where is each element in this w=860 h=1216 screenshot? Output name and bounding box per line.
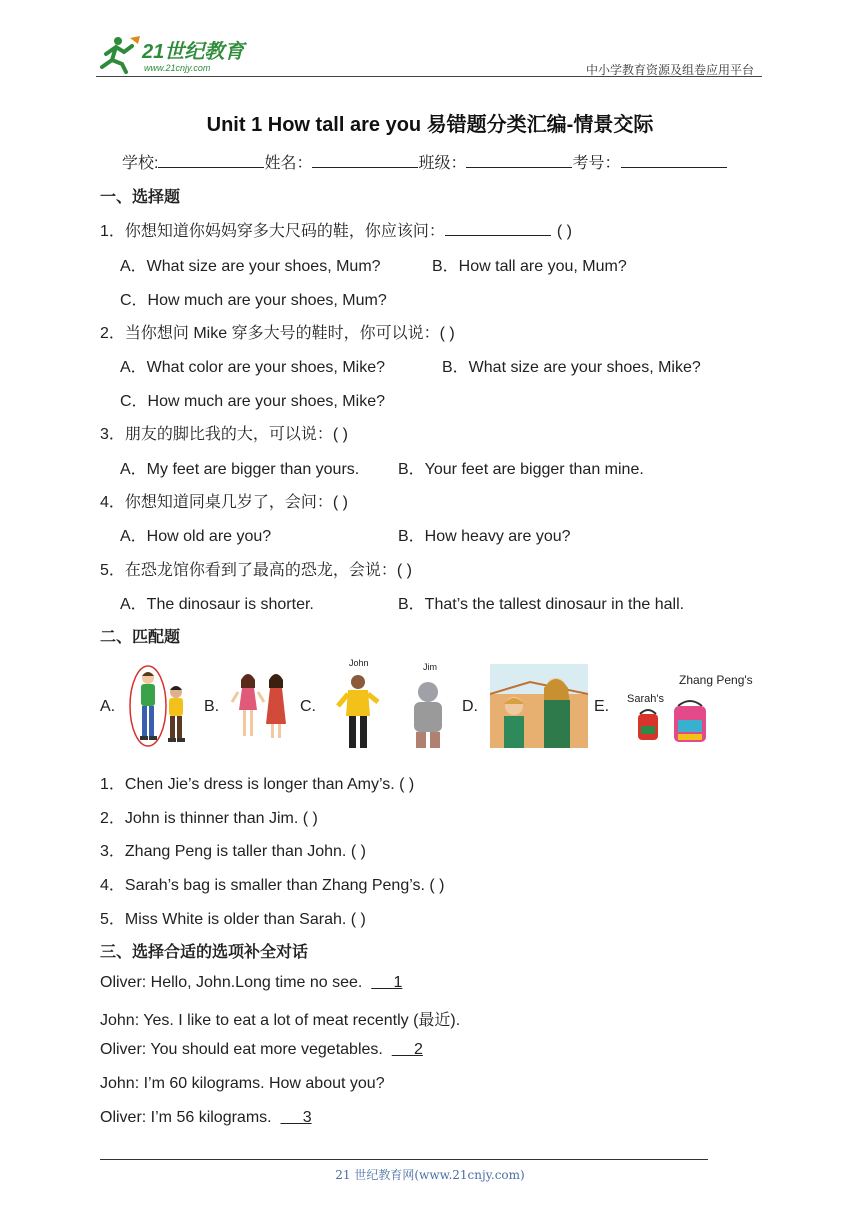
option-1c[interactable]: C．How much are your shoes, Mum? [120,292,387,309]
option-4b[interactable]: B．How heavy are you? [398,528,571,545]
match-sentence-4: 4．Sarah’s bag is smaller than Zhang Peng’s. ( ) [100,877,445,894]
site-logo [96,34,256,76]
name-label: 姓名： [264,155,313,172]
platform-tagline: 中小学教育资源及组卷应用平台 [585,63,754,77]
option-4a[interactable]: A．How old are you? [120,528,272,545]
caption-zhang-peng: Zhang Peng's [679,673,753,687]
section-heading-choice: 一、选择题 [100,189,181,206]
option-5b[interactable]: B．That’s the tallest dinosaur in the hall. [398,596,685,613]
dialogue-blank-3[interactable]: 3 [280,1109,312,1126]
section-heading-dialogue: 三、选择合适的选项补全对话 [100,944,309,961]
exam-number-label: 考号： [572,155,621,172]
question-2: 2．当你想问 Mike 穿多大号的鞋时，你可以说：( ) [100,325,455,342]
caption-sarah: Sarah's [627,693,664,705]
answer-paren: ( ) [556,223,573,240]
caption-john: John [349,658,369,668]
jim-figure [414,682,442,748]
dialogue-text: Oliver: You should eat more vegetables. [100,1041,392,1058]
option-1b[interactable]: B．How tall are you, Mum? [432,258,627,275]
picture-label-e: E. [594,698,610,715]
john-figure [338,675,378,748]
option-2b[interactable]: B．What size are your shoes, Mike? [442,359,701,376]
short-boy-figure [168,686,185,742]
option-1a[interactable]: A．What size are your shoes, Mum? [120,258,381,275]
dialogue-line-1 [100,974,402,992]
match-sentence-1: 1．Chen Jie’s dress is longer than Amy’s. ( ) [100,776,415,793]
answer-blank[interactable] [445,235,551,236]
class-blank[interactable] [466,167,572,168]
option-3a[interactable]: A．My feet are bigger than yours. [120,461,360,478]
dialogue-text: Oliver: Hello, John.Long time no see. [100,974,372,991]
picture-label-d: D. [462,698,478,715]
runner-logo-icon [102,36,140,72]
dialogue-line-2: John: Yes. I like to eat a lot of meat recently (最近). [100,1012,461,1029]
exam-number-blank[interactable] [621,167,727,168]
footer-divider [100,1159,708,1160]
picture-d-teacher-and-girl [490,664,588,748]
picture-label-a: A. [100,698,116,715]
match-sentence-5: 5．Miss White is older than Sarah. ( ) [100,911,366,928]
girl-figure [504,697,524,748]
question-1 [100,218,572,241]
header-divider [96,76,762,77]
question-stem: 1．你想知道你妈妈穿多大尺码的鞋，你应该问： [100,223,445,240]
question-4: 4．你想知道同桌几岁了，会问：( ) [100,494,349,511]
tall-boy-figure [140,672,157,740]
question-5: 5．在恐龙馆你看到了最高的恐龙，会说：( ) [100,562,413,579]
picture-a-two-boys [126,664,192,748]
dialogue-line-4: John: I’m 60 kilograms. How about you? [100,1075,385,1092]
svg-text:21世纪教育: 21世纪教育 [142,41,245,63]
student-info-row [122,150,727,173]
match-sentence-3: 3．Zhang Peng is taller than John. ( ) [100,843,366,860]
picture-e-two-bags [632,696,712,746]
dialogue-blank-2[interactable]: 2 [391,1041,423,1058]
dialogue-line-3 [100,1041,423,1059]
option-2c[interactable]: C．How much are your shoes, Mike? [120,393,385,410]
option-3b[interactable]: B．Your feet are bigger than mine. [398,461,644,478]
class-label: 班级： [418,155,467,172]
dialogue-line-5 [100,1109,312,1127]
girl-short-dress-figure [232,674,264,736]
girl-long-dress-figure [266,674,286,738]
option-2a[interactable]: A．What color are your shoes, Mike? [120,359,385,376]
teacher-figure [544,678,570,748]
big-bag-icon [674,701,706,742]
school-blank[interactable] [158,167,264,168]
small-bag-icon [638,710,658,740]
picture-label-c: C. [300,698,316,715]
caption-jim: Jim [423,662,437,672]
section-heading-matching: 二、匹配题 [100,629,181,646]
svg-text:www.21cnjy.com: www.21cnjy.com [144,63,211,73]
page-title: Unit 1 How tall are you 易错题分类汇编-情景交际 [206,114,654,136]
footer-link[interactable]: 21 世纪教育网(www.21cnjy.com) [335,1168,525,1182]
school-label: 学校: [122,155,159,172]
picture-c-john-and-jim [336,672,456,756]
question-3: 3．朋友的脚比我的大，可以说：( ) [100,426,349,443]
picture-b-two-girls [230,666,294,746]
picture-label-b: B. [204,698,220,715]
match-sentence-2: 2．John is thinner than Jim. ( ) [100,810,318,827]
name-blank[interactable] [312,167,418,168]
dialogue-text: Oliver: I’m 56 kilograms. [100,1109,281,1126]
dialogue-blank-1[interactable]: 1 [371,974,403,991]
option-5a[interactable]: A．The dinosaur is shorter. [120,596,314,613]
